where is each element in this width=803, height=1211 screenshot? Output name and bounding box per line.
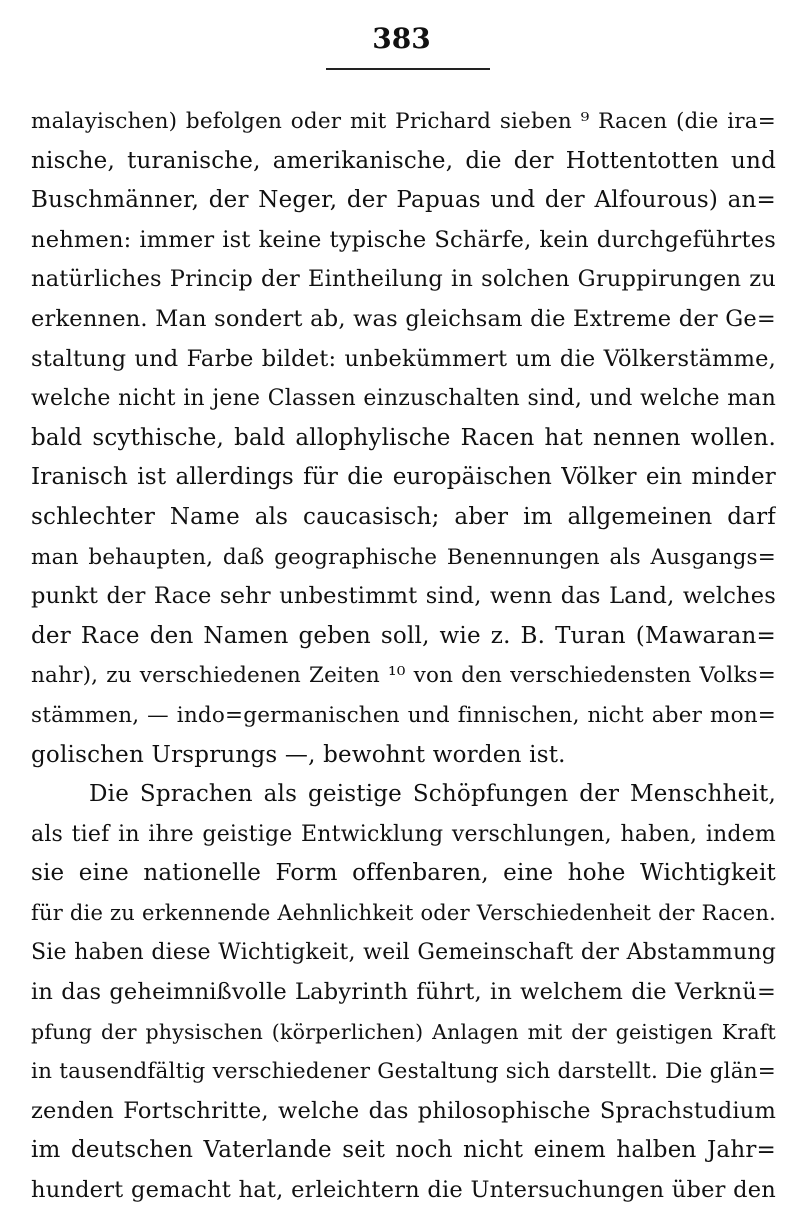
text-line: golischen Ursprungs —, bewohnt worden ist.	[31, 741, 566, 768]
text-line: nische, turanische, amerikanische, die der Hottentotten und	[31, 147, 776, 174]
text-line: sie eine nationelle Form offenbaren, eine hohe Wichtigkeit	[31, 860, 776, 887]
text-line: pfung der physischen (körperlichen) Anlagen mit der geistigen Kraft	[31, 1019, 776, 1044]
text-line: erkennen. Man sondert ab, was gleichsam die Extreme der Ge=	[31, 305, 776, 332]
paragraph-2	[31, 775, 776, 1211]
paragraph-1	[31, 102, 776, 775]
text-line: für die zu erkennende Aehnlichkeit oder Verschiedenheit der Racen.	[31, 900, 776, 925]
text-line: Die Sprachen als geistige Schöpfungen der Menschheit,	[89, 781, 776, 808]
text-line: staltung und Farbe bildet: unbekümmert um die Völkerstämme,	[31, 345, 776, 372]
text-line: schlechter Name als caucasisch; aber im allgemeinen darf	[31, 503, 776, 530]
text-line: als tief in ihre geistige Entwicklung verschlungen, haben, indem	[31, 821, 776, 847]
text-line: man behaupten, daß geographische Benennungen als Ausgangs=	[31, 544, 776, 570]
text-line: stämmen, — indo=germanischen und finnischen, nicht aber mon=	[31, 702, 776, 728]
page-number: 383	[372, 22, 431, 55]
text-line: Buschmänner, der Neger, der Papuas und der Alfourous) an=	[31, 187, 776, 214]
header-rule	[326, 68, 490, 70]
text-line: zenden Fortschritte, welche das philosophische Sprachstudium	[31, 1097, 776, 1124]
text-line: welche nicht in jene Classen einzuschalten sind, und welche man	[31, 386, 776, 412]
text-line: malayischen) befolgen oder mit Prichard sieben ⁹ Racen (die ira=	[31, 109, 776, 134]
text-line: hundert gemacht hat, erleichtern die Untersuchungen über den	[31, 1177, 776, 1204]
text-line: in tausendfältig verschiedener Gestaltung sich darstellt. Die glän=	[31, 1059, 776, 1085]
text-line: bald scythische, bald allophylische Racen hat nennen wollen.	[31, 424, 776, 451]
text-line: Sie haben diese Wichtigkeit, weil Gemeinschaft der Abstammung	[31, 940, 776, 966]
text-line: nehmen: immer ist keine typische Schärfe, kein durchgeführtes	[31, 226, 776, 253]
text-line: Iranisch ist allerdings für die europäischen Völker ein minder	[31, 464, 776, 491]
text-line: nahr), zu verschiedenen Zeiten ¹⁰ von den verschiedensten Volks=	[31, 663, 776, 689]
text-line: natürliches Princip der Eintheilung in solchen Gruppirungen zu	[31, 266, 776, 293]
text-line: in das geheimnißvolle Labyrinth führt, in welchem die Verknü=	[31, 979, 776, 1006]
body-text	[31, 102, 776, 1211]
text-line: im deutschen Vaterlande seit noch nicht einem halben Jahr=	[31, 1137, 776, 1164]
text-line: punkt der Race sehr unbestimmt sind, wenn das Land, welches	[31, 583, 776, 610]
text-line: der Race den Namen geben soll, wie z. B. Turan (Mawaran=	[31, 622, 776, 649]
